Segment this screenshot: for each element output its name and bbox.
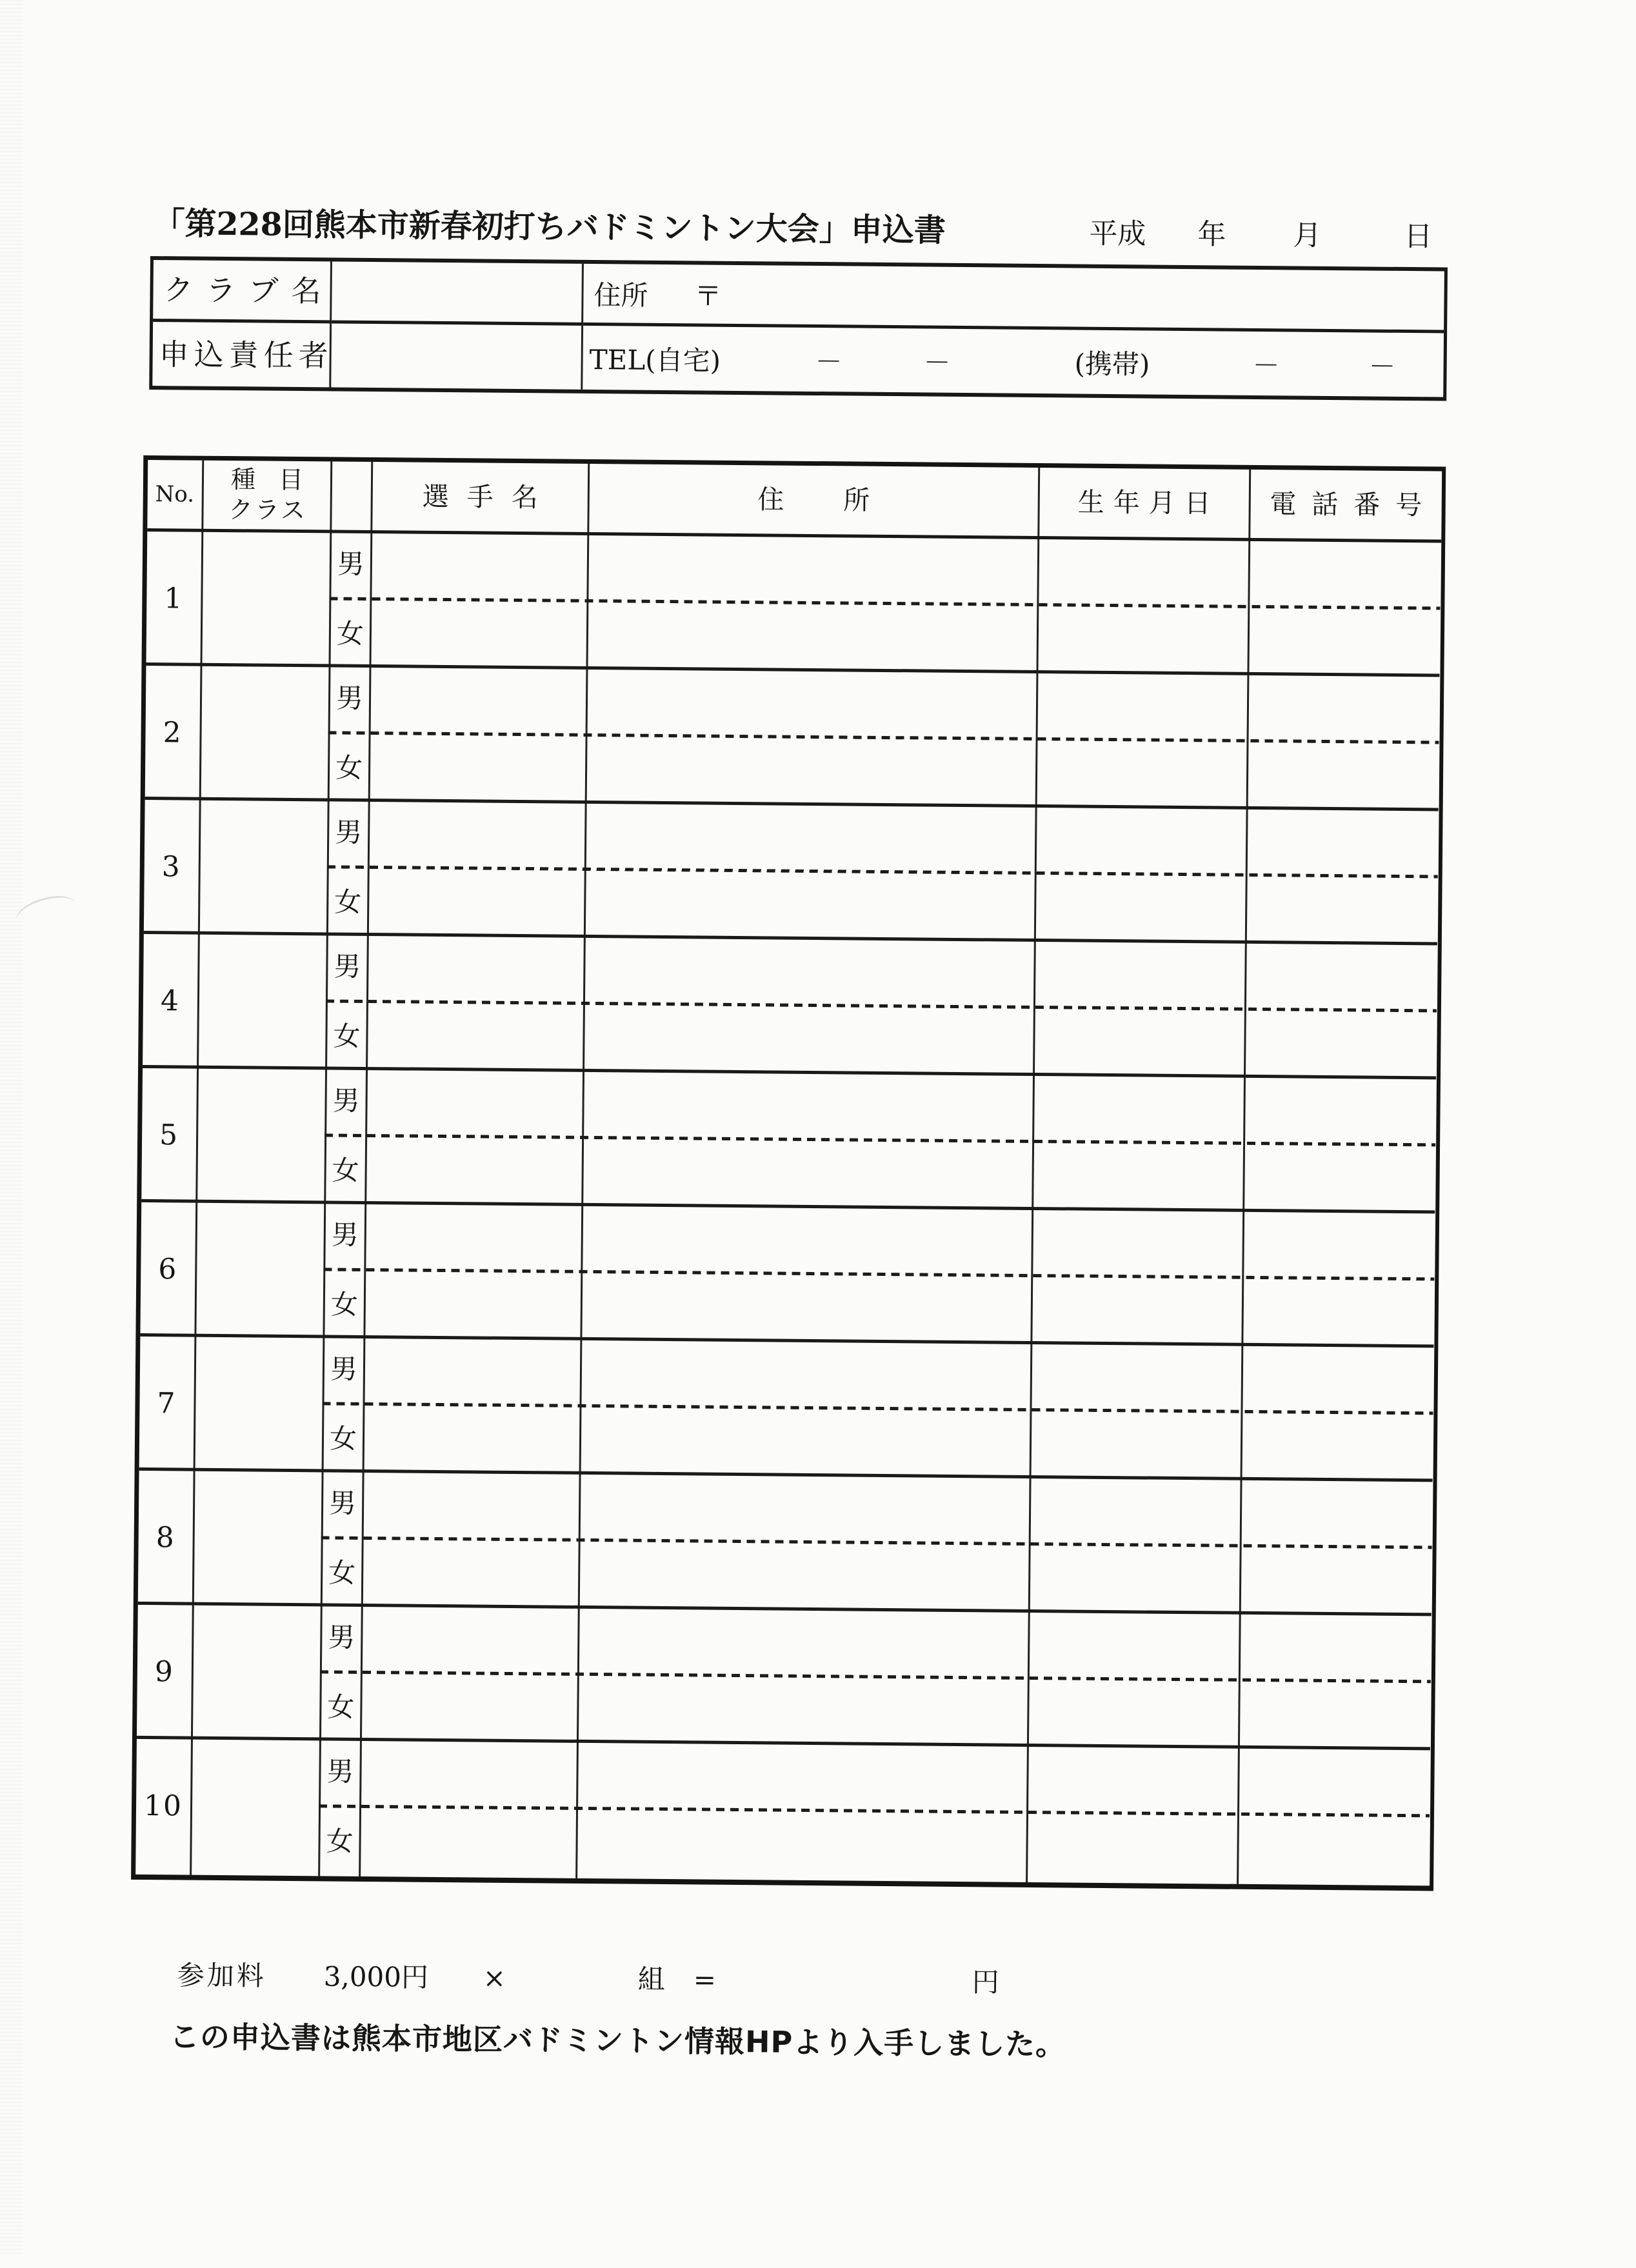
- row-divider-dashed: [322, 1402, 1433, 1415]
- female-label: 女: [325, 1289, 364, 1320]
- tel-dash: －: [1252, 344, 1280, 383]
- female-label: 女: [320, 1825, 359, 1857]
- date-era-label: 平成: [1089, 217, 1146, 252]
- player-roster-table: [131, 455, 1446, 1891]
- male-label: 男: [321, 1756, 359, 1787]
- club-name-label: クラブ名: [163, 274, 321, 307]
- date-month-label: 月: [1293, 219, 1321, 252]
- male-label: 男: [324, 1353, 363, 1385]
- table-row: [144, 800, 1439, 945]
- scan-edge-noise: [0, 0, 23, 2255]
- female-label: 女: [323, 1557, 361, 1589]
- header-event-class: [203, 461, 330, 530]
- header-event-line2: クラス: [226, 495, 307, 526]
- male-label: 男: [326, 1085, 365, 1117]
- address-cell: [583, 264, 1444, 333]
- female-label: 女: [326, 1155, 364, 1186]
- club-name-label-cell: [153, 260, 332, 323]
- female-label: 女: [330, 752, 368, 784]
- table-row: [141, 1068, 1436, 1213]
- tel-cell: [583, 326, 1444, 397]
- table-row: [139, 1337, 1434, 1482]
- row-number: 10: [136, 1788, 190, 1825]
- source-note: この申込書は熊本市地区バドミントン情報HPより入手しました。: [170, 2019, 1066, 2062]
- applicant-label-cell: [152, 322, 332, 387]
- tel-dash: －: [923, 341, 951, 380]
- row-number: 3: [145, 849, 199, 886]
- currency-unit: 円: [972, 1965, 999, 1999]
- club-info-table: [149, 256, 1448, 401]
- row-divider-dashed: [327, 865, 1438, 878]
- table-row: [138, 1471, 1433, 1616]
- header-player-name: 選手名: [372, 462, 588, 532]
- row-number: 9: [137, 1654, 192, 1691]
- roster-header-row: [147, 460, 1442, 543]
- row-divider-dashed: [328, 731, 1439, 744]
- header-gender-cell: [332, 461, 371, 530]
- male-label: 男: [332, 548, 370, 580]
- row-number: 2: [145, 715, 199, 751]
- applicant-label: 申込責任者: [159, 338, 328, 372]
- male-label: 男: [330, 682, 369, 714]
- table-row: [145, 666, 1440, 811]
- postal-mark-icon: 〒: [694, 275, 722, 313]
- table-row: [146, 532, 1441, 677]
- table-row: [143, 934, 1437, 1079]
- header-address: 住所: [589, 464, 1038, 536]
- table-row: [140, 1202, 1435, 1348]
- header-no: No.: [147, 460, 202, 529]
- male-label: 男: [323, 1487, 362, 1519]
- header-phone: 電話番号: [1250, 470, 1441, 540]
- male-label: 男: [326, 1219, 364, 1251]
- date-year-label: 年: [1197, 218, 1226, 252]
- tel-dash: －: [1368, 345, 1396, 384]
- male-label: 男: [322, 1622, 361, 1653]
- header-event-line1: 種目: [208, 464, 326, 496]
- female-label: 女: [324, 1423, 363, 1455]
- row-divider-dashed: [323, 1268, 1434, 1280]
- table-row: [137, 1605, 1432, 1750]
- row-divider-dashed: [320, 1670, 1431, 1683]
- row-divider-dashed: [329, 597, 1440, 610]
- row-number: 4: [143, 983, 197, 1020]
- male-label: 男: [329, 817, 368, 848]
- row-number: 7: [139, 1386, 194, 1422]
- fee-line: [0, 1957, 1621, 2010]
- applicant-value-cell: [331, 323, 583, 389]
- female-label: 女: [328, 886, 367, 918]
- header-birthdate: 生年月日: [1039, 468, 1249, 538]
- fee-label: 参加料: [177, 1958, 266, 1993]
- table-row: [135, 1739, 1430, 1884]
- row-divider-dashed: [326, 999, 1437, 1012]
- club-name-value-cell: [332, 261, 584, 325]
- row-number: 5: [142, 1117, 196, 1154]
- row-number: 8: [138, 1520, 192, 1557]
- page-title: 「第228回熊本市新春初打ちバドミントン大会」申込書: [153, 205, 946, 248]
- male-label: 男: [328, 951, 366, 982]
- row-divider-dashed: [321, 1536, 1432, 1549]
- group-unit: 組: [638, 1963, 665, 1996]
- fee-amount: 3,000円: [324, 1960, 429, 1994]
- female-label: 女: [327, 1020, 366, 1052]
- address-label: 住所: [594, 274, 648, 313]
- row-divider-dashed: [319, 1804, 1430, 1817]
- female-label: 女: [331, 618, 370, 650]
- row-number: 1: [146, 581, 201, 617]
- tel-home-label: TEL(自宅): [589, 338, 721, 378]
- date-day-label: 日: [1404, 220, 1432, 254]
- row-number: 6: [141, 1251, 195, 1288]
- multiply-sign: ×: [483, 1962, 506, 1995]
- row-divider-dashed: [324, 1133, 1435, 1146]
- tel-dash: －: [815, 341, 843, 379]
- equals-sign: =: [693, 1963, 717, 1996]
- female-label: 女: [321, 1691, 360, 1723]
- tel-mobile-label: (携帯): [1074, 343, 1150, 382]
